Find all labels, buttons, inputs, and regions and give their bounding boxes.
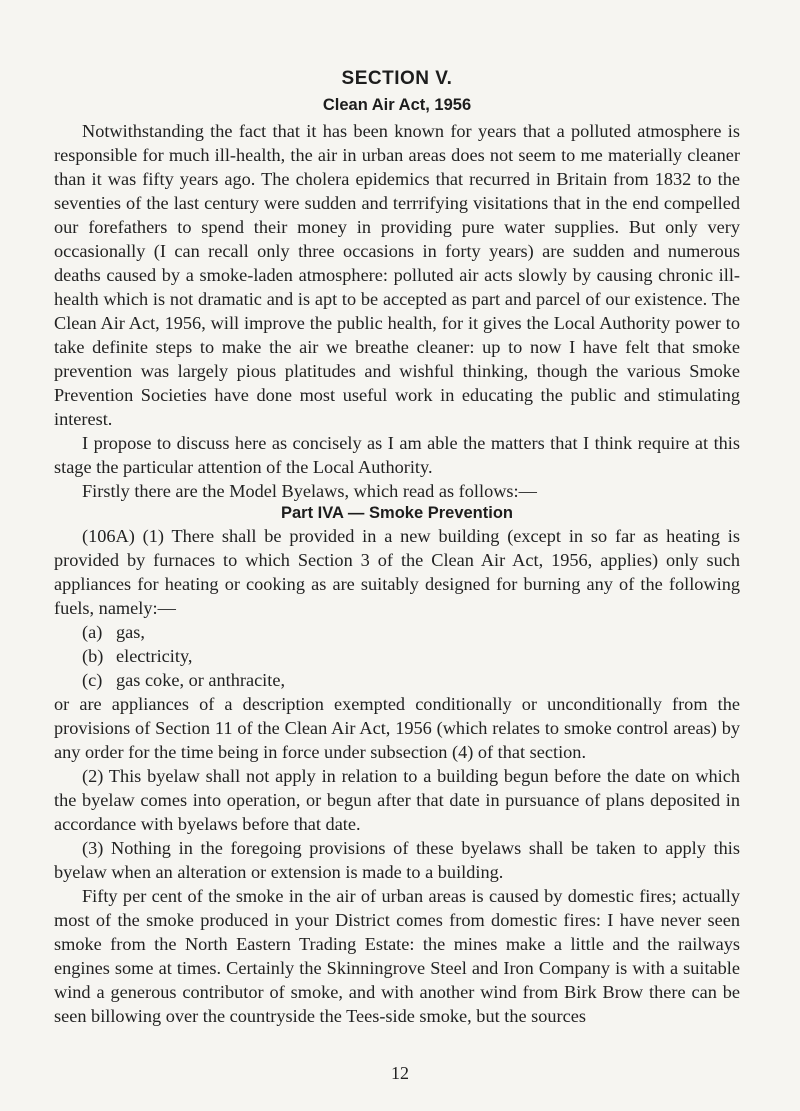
paragraph-intro: Notwithstanding the fact that it has been known for years that a polluted atmosphere is responsible for much ill-health, the air in urban areas does not seem to me materially cleaner than it was fifty years ago. The cholera epidemics that recurred in Britain from 1832 to the seventies of the last century were sudden and terrrifying visitations that in the end compelled our forefathers to spend their money in providing pure water supplies. But only very occasionally (I can recall only three occasions in forty years) are sudden and numerous deaths caused by a smoke-laden atmosphere: polluted air acts slowly by causing chronic ill-health which is not dramatic and is apt to be accepted as part and parcel of our existence. The Clean Air Act, 1956, will improve the public health, for it gives the Local Authority power to take definite steps to make the air we breathe cleaner: up to now I have felt that smoke prevention was largely pious platitudes and wishful thinking, though the various Smoke Prevention Societies have done most useful work in educating the public and stimulating interest. xyxy=(54,121,740,429)
part-heading: Part IVA — Smoke Prevention xyxy=(281,504,513,522)
list-item xyxy=(54,644,740,668)
list-item-label: (c) xyxy=(82,670,103,690)
section-subtitle: Clean Air Act, 1956 xyxy=(322,96,472,114)
fuel-list xyxy=(54,620,740,692)
page-number: 12 xyxy=(391,1063,409,1083)
list-item-text: gas, xyxy=(116,622,145,642)
paragraph-domestic-fires: Fifty per cent of the smoke in the air of urban areas is caused by domestic fires; actually most of the smoke produced in your District comes from domestic fires: I have never seen smoke from the North Eastern Trading Estate: the mines make a little and the railways engines some at times. Certainly the Skinningrove Steel and Iron Company is with a suitable wind a generous contributor of smoke, and with another wind from Birk Brow there can be seen billowing over the countryside the Tees-side smoke, but the sources xyxy=(54,886,740,1026)
list-item-text: gas coke, or anthracite, xyxy=(116,670,286,690)
list-item-text: electricity, xyxy=(116,646,193,666)
section-title: SECTION V. xyxy=(341,68,453,89)
paragraph-proposal: I propose to discuss here as concisely as I am able the matters that I think require at this stage the particular attention of the Local Authority. xyxy=(54,433,740,477)
paragraph-byelaws-intro: Firstly there are the Model Byelaws, which read as follows:— xyxy=(82,481,537,501)
byelaw-clause-1: (106A) (1) There shall be provided in a new building (except in so far as heating is provided by furnaces to which Section 3 of the Clean Air Act, 1956, applies) only such appliances for heating or cooking as are suitably designed for burning any of the following fuels, namely:— xyxy=(54,526,740,618)
byelaw-clause-2: (2) This byelaw shall not apply in relation to a building begun before the date on which the byelaw comes into operation, or begun after that date in pursuance of plans deposited in accordance with byelaws before that date. xyxy=(54,766,740,834)
byelaw-clause-3: (3) Nothing in the foregoing provisions of these byelaws shall be taken to apply this byelaw when an alteration or extension is made to a building. xyxy=(54,838,740,882)
list-item xyxy=(54,620,740,644)
byelaw-clause-1-continuation: or are appliances of a description exempted conditionally or unconditionally from the provisions of Section 11 of the Clean Air Act, 1956 (which relates to smoke control areas) by any order for the time being in force under subsection (4) of that section. xyxy=(54,694,740,762)
list-item xyxy=(54,668,740,692)
list-item-label: (b) xyxy=(82,646,104,666)
list-item-label: (a) xyxy=(82,622,103,642)
